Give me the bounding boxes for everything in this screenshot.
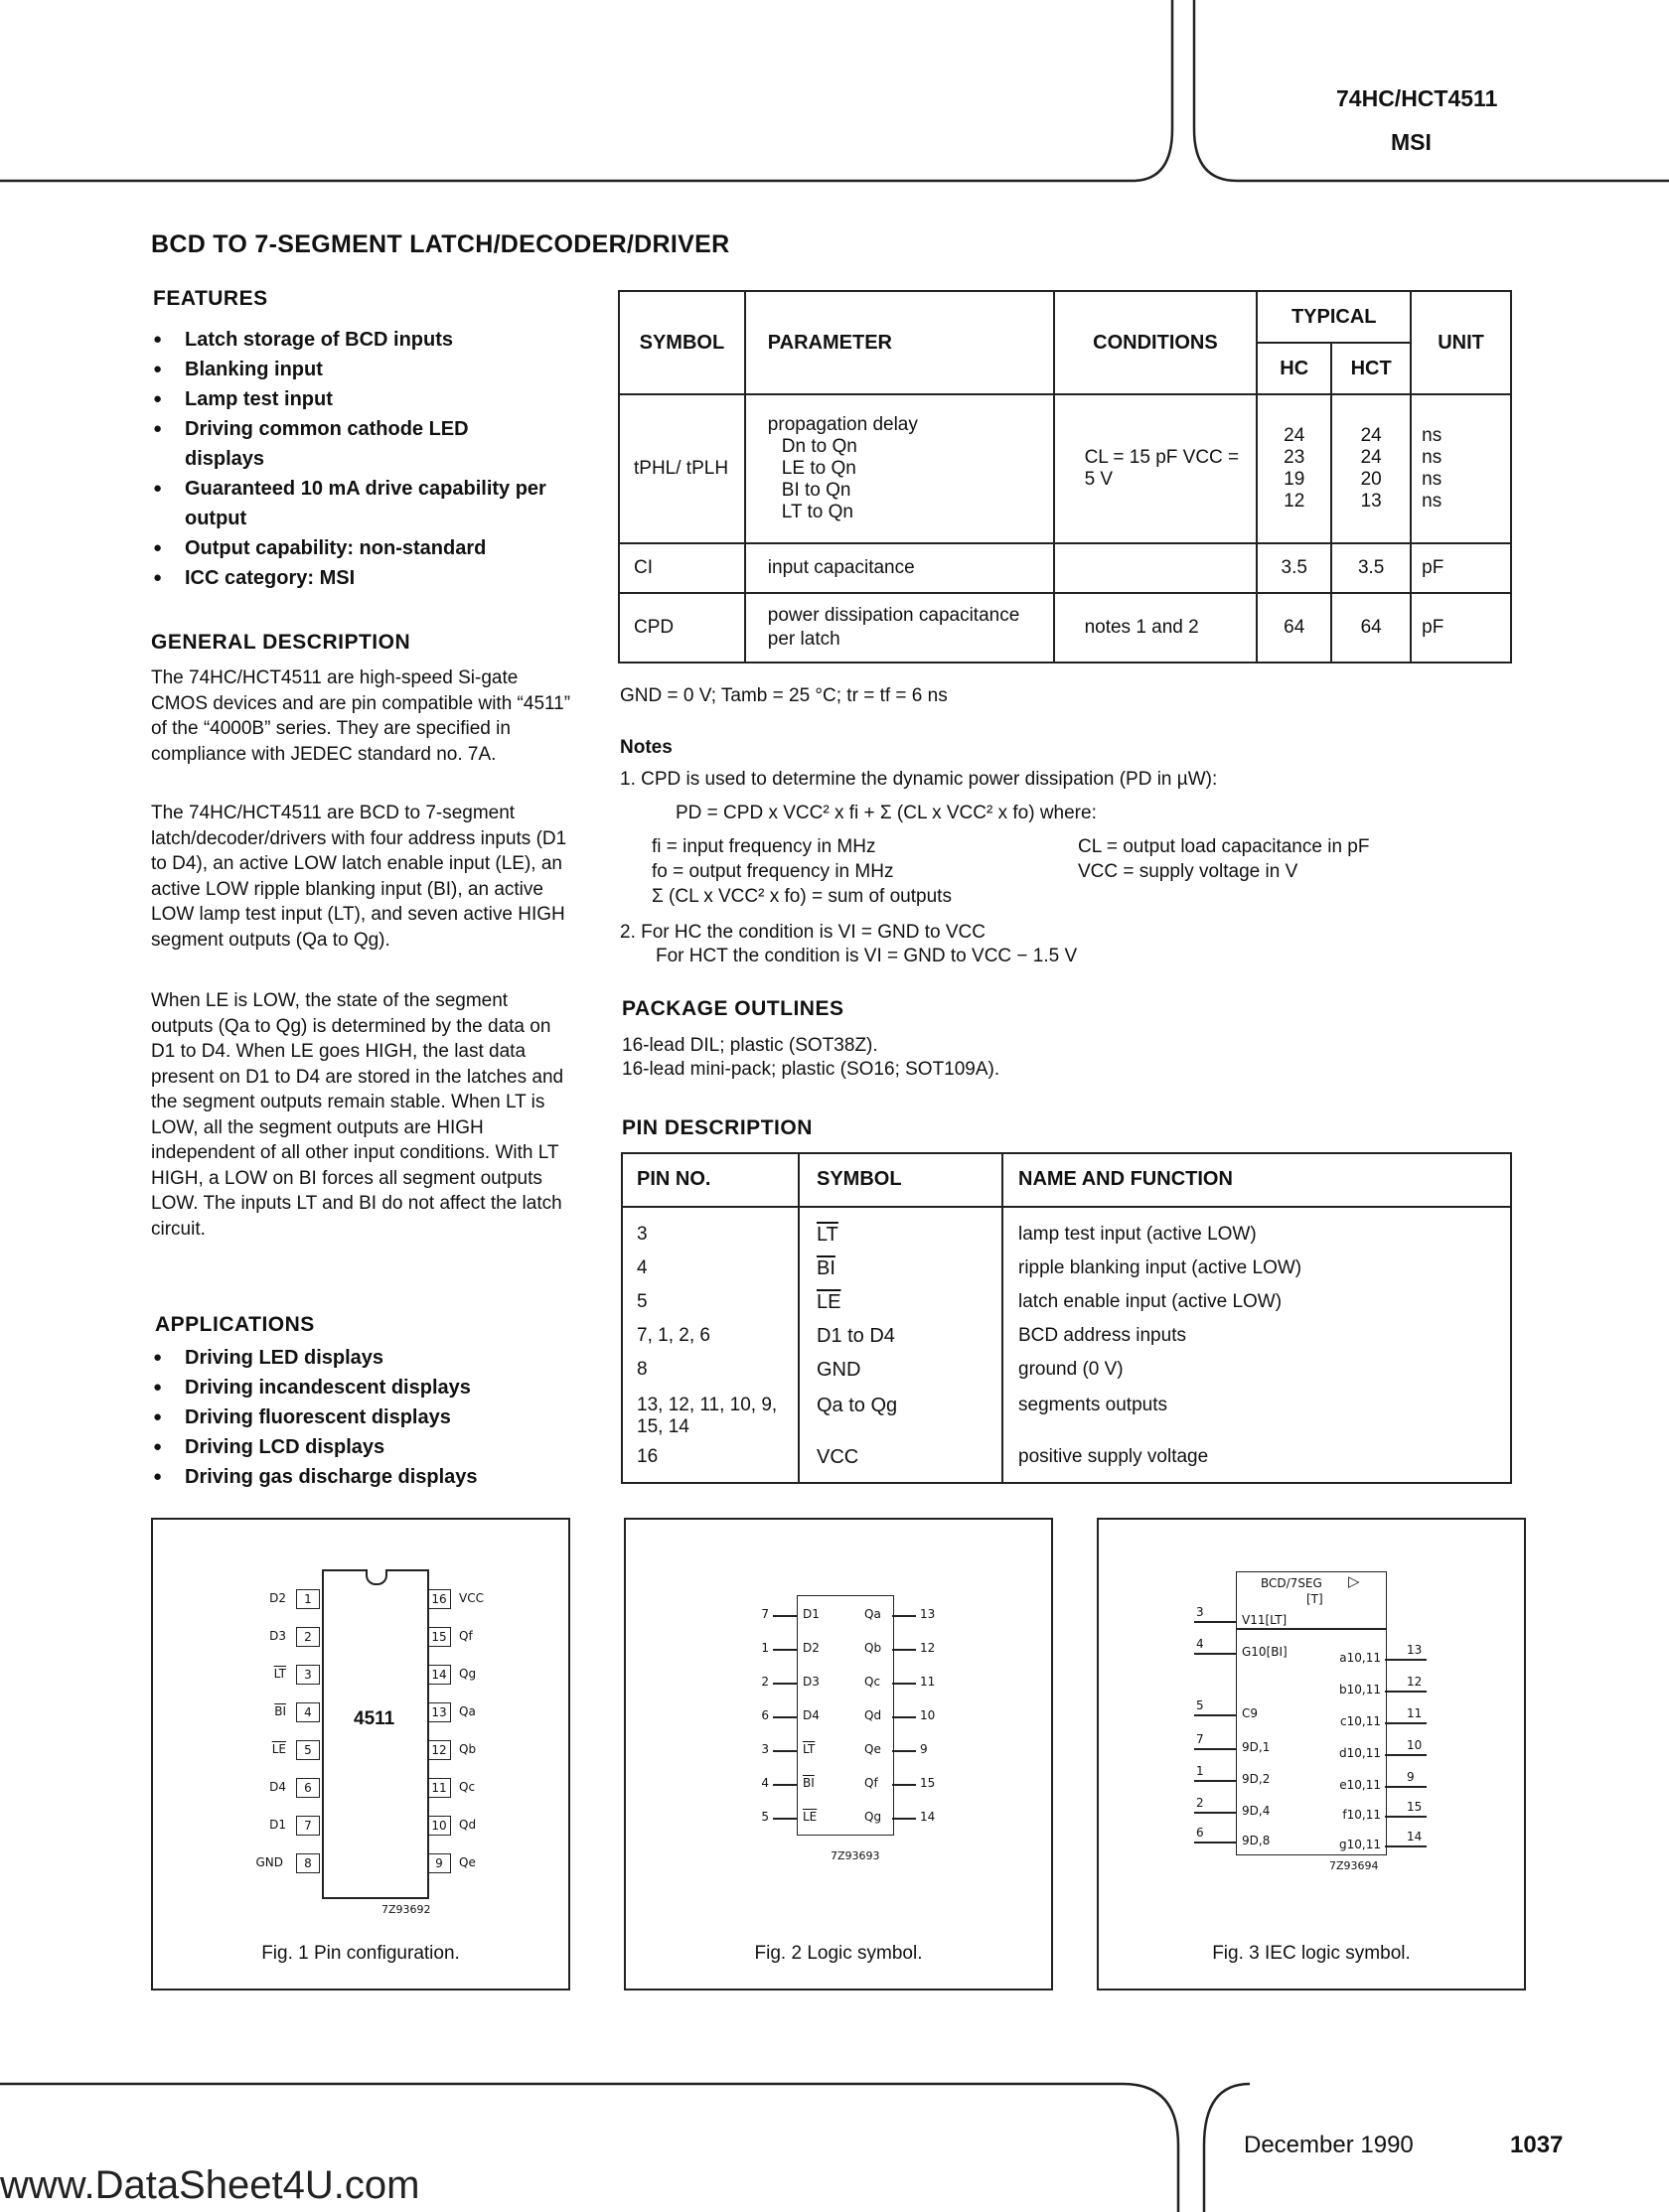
pin-number: 2 — [296, 1627, 320, 1647]
pin-line — [773, 1716, 797, 1718]
pin-line — [892, 1683, 916, 1685]
note-fi: fi = input frequency in MHz — [652, 836, 876, 857]
pin-label: Qe — [459, 1855, 476, 1869]
pin-number: 14 — [920, 1810, 936, 1824]
row3-symbol: CPD — [619, 593, 745, 663]
pin-no: 3 — [637, 1224, 648, 1245]
col-hct: HCT — [1331, 343, 1411, 394]
pin-line — [892, 1615, 916, 1617]
pin-label: $\overline{LT}$ — [273, 1667, 286, 1681]
pin-number: 12 — [427, 1740, 451, 1760]
col-symbol: SYMBOL — [619, 291, 745, 394]
pin-number: 3 — [296, 1665, 320, 1685]
col-symbol: SYMBOL — [817, 1168, 902, 1190]
pin-line — [892, 1649, 916, 1651]
buffer-icon: ▷ — [1348, 1573, 1360, 1590]
pin-label: $\overline{LT}$ — [803, 1742, 816, 1756]
pin-label: $\overline{BI}$ — [803, 1776, 815, 1790]
pin-label: a10,11 — [1339, 1651, 1381, 1665]
row2-unit: pF — [1411, 543, 1511, 593]
pin-number: 2 — [761, 1675, 769, 1689]
pin-number: 7 — [1196, 1732, 1204, 1746]
row1-param: BI to Qn — [781, 480, 851, 501]
row1-param: Dn to Qn — [781, 436, 857, 457]
row1-hct: 24 — [1360, 425, 1382, 446]
pin-symbol: $\overline{LE}$ — [817, 1291, 841, 1313]
pin-label: D3 — [269, 1629, 286, 1643]
pin-line — [892, 1784, 916, 1786]
pin-line — [773, 1615, 797, 1617]
pin-name: segments outputs — [1018, 1395, 1167, 1415]
pin-label: Qf — [864, 1776, 878, 1790]
row1-param: LT to Qn — [781, 502, 853, 522]
package-line: 16-lead mini-pack; plastic (SO16; SOT109A). — [622, 1059, 1000, 1080]
list-item: ● Driving LED displays — [151, 1343, 588, 1373]
features-list — [151, 325, 588, 593]
pin-line — [773, 1818, 797, 1820]
pin-number: 4 — [296, 1702, 320, 1722]
row1-hct: 24 — [1360, 447, 1382, 468]
pin-number: 14 — [1407, 1830, 1423, 1843]
list-item: ● ICC category: MSI — [151, 563, 588, 593]
page-title: BCD TO 7-SEGMENT LATCH/DECODER/DRIVER — [151, 230, 730, 258]
pin-number: 6 — [296, 1778, 320, 1798]
row1-hct: 20 — [1360, 469, 1382, 490]
note-formula: PD = CPD x VCC² x fi + Σ (CL x VCC² x fo) where: — [676, 803, 1097, 823]
row1-unit: ns — [1422, 425, 1442, 446]
pin-number: 15 — [427, 1627, 451, 1647]
pin-name: positive supply voltage — [1018, 1446, 1209, 1467]
list-item: ● Lamp test input — [151, 384, 588, 414]
pin-number: 11 — [920, 1675, 936, 1689]
pin-number: 6 — [1196, 1826, 1204, 1840]
list-item: ● Driving common cathode LED displays — [151, 414, 532, 474]
pin-label: Qa — [459, 1704, 476, 1718]
pin-number: 12 — [920, 1641, 936, 1655]
pin-line — [1385, 1754, 1427, 1756]
pin-number: 16 — [427, 1589, 451, 1609]
pin-line — [1194, 1812, 1236, 1814]
pin-line — [1194, 1842, 1236, 1843]
pin-line — [1385, 1659, 1427, 1661]
pin-symbol: D1 to D4 — [817, 1325, 895, 1347]
pin-number: 1 — [1196, 1764, 1204, 1778]
pin-number: 10 — [1407, 1738, 1423, 1752]
spec-table — [618, 290, 1512, 664]
pin-no: 16 — [637, 1446, 659, 1467]
pin-label: 9D,2 — [1242, 1772, 1271, 1786]
pin-line — [1194, 1621, 1236, 1623]
fig1-box — [151, 1518, 570, 1991]
pin-label: Qc — [459, 1780, 476, 1794]
list-item: ● Driving fluorescent displays — [151, 1402, 588, 1432]
pin-symbol: $\overline{LT}$ — [817, 1224, 838, 1246]
row1-conditions: CL = 15 pF VCC = 5 V — [1054, 394, 1258, 543]
pin-label: f10,11 — [1342, 1808, 1381, 1822]
pin-label: $\overline{LE}$ — [271, 1742, 286, 1756]
pin-label: Qg — [864, 1810, 882, 1824]
pin-line — [1385, 1691, 1427, 1693]
list-item: ● Latch storage of BCD inputs — [151, 325, 588, 355]
pin-number: 4 — [1196, 1637, 1204, 1651]
fig1-caption: Fig. 1 Pin configuration. — [261, 1943, 460, 1964]
pin-label: 9D,4 — [1242, 1804, 1271, 1818]
row3-hct: 64 — [1331, 593, 1411, 663]
col-typical: TYPICAL — [1257, 291, 1411, 343]
pin-number: 2 — [1196, 1796, 1204, 1810]
package-line: 16-lead DIL; plastic (SOT38Z). — [622, 1035, 878, 1056]
pin-number: 5 — [761, 1810, 769, 1824]
note-cl: CL = output load capacitance in pF — [1078, 836, 1370, 857]
pin-number: 9 — [427, 1853, 451, 1873]
note-vcc: VCC = supply voltage in V — [1078, 861, 1298, 882]
pin-label: Qd — [459, 1818, 477, 1832]
pin-line — [773, 1649, 797, 1651]
general-heading: GENERAL DESCRIPTION — [151, 631, 411, 654]
pin-number: 5 — [1196, 1698, 1204, 1712]
list-item: ● Blanking input — [151, 355, 588, 384]
pin-label: e10,11 — [1339, 1778, 1381, 1792]
package-heading: PACKAGE OUTLINES — [622, 997, 844, 1020]
pin-no: 5 — [637, 1291, 648, 1312]
pin-line — [1194, 1780, 1236, 1782]
notes-heading: Notes — [620, 737, 673, 758]
pin-no: 7, 1, 2, 6 — [637, 1325, 710, 1346]
pin-label: d10,11 — [1339, 1746, 1381, 1760]
row2-hc: 3.5 — [1257, 543, 1331, 593]
general-p3: When LE is LOW, the state of the segment outputs (Qa to Qg) is determined by the data on D1 to D4. When LE goes HIGH, the last data present on D1 to D4 are stored in the latches and the segment outputs remain stable. When LT is LOW, all the segment outputs are HIGH independent of all other input conditions. With LT HIGH, a LOW on BI forces all segment outputs LOW. The inputs LT and BI do not affect the latch circuit. — [151, 990, 564, 1240]
list-item: ● Driving incandescent displays — [151, 1373, 588, 1402]
pin-label: V11[LT] — [1242, 1613, 1288, 1627]
pin-label: 9D,8 — [1242, 1834, 1271, 1847]
pin-number: 14 — [427, 1665, 451, 1685]
row3-unit: pF — [1411, 593, 1511, 663]
pin-label: g10,11 — [1339, 1838, 1381, 1851]
pin-number: 13 — [920, 1607, 936, 1621]
fig3-caption: Fig. 3 IEC logic symbol. — [1212, 1943, 1411, 1964]
row3-param: power dissipation capacitance per latch — [745, 593, 1054, 663]
pin-name: latch enable input (active LOW) — [1018, 1291, 1283, 1312]
note-defs-right — [1078, 834, 1369, 884]
pin-number: 9 — [920, 1742, 928, 1756]
pin-label: G10[BI] — [1242, 1645, 1288, 1659]
notch — [366, 1569, 387, 1585]
pin-label: GND — [255, 1855, 283, 1869]
pin-symbol: $\overline{BI}$ — [817, 1257, 835, 1279]
pin-label: Qf — [459, 1629, 473, 1643]
pin-line — [1194, 1653, 1236, 1655]
iec-t: [T] — [1306, 1592, 1323, 1606]
product-category: MSI — [1391, 129, 1432, 155]
pin-label: D1 — [269, 1818, 286, 1832]
col-unit: UNIT — [1411, 291, 1511, 394]
pin-number: 6 — [761, 1708, 769, 1722]
list-item: ● Driving gas discharge displays — [151, 1462, 588, 1492]
pin-name: lamp test input (active LOW) — [1018, 1224, 1257, 1245]
pin-label: Qa — [864, 1607, 881, 1621]
iec-title: BCD/7SEG — [1261, 1576, 1322, 1590]
pin-label: D2 — [269, 1591, 286, 1605]
pin-name: ripple blanking input (active LOW) — [1018, 1257, 1302, 1278]
fig2-caption: Fig. 2 Logic symbol. — [754, 1943, 923, 1964]
general-p2: The 74HC/HCT4511 are BCD to 7-segment latch/decoder/drivers with four address inputs (D1 to D4), an active LOW latch enable input (LE), an active LOW ripple blanking input (BI), an active LOW lamp test input (LT), and seven active HIGH segment outputs (Qa to Qg). — [151, 803, 567, 951]
row2-conditions — [1054, 543, 1258, 593]
row1-hc: 19 — [1284, 469, 1305, 490]
row1-unit: ns — [1422, 447, 1442, 468]
col-conditions: CONDITIONS — [1054, 291, 1258, 394]
row1-param: LE to Qn — [781, 458, 856, 479]
pin-label: Qe — [864, 1742, 881, 1756]
pin-label: Qg — [459, 1667, 477, 1681]
row1-hct: 13 — [1360, 491, 1382, 512]
col-pin-no: PIN NO. — [637, 1168, 711, 1190]
pin-line — [1385, 1786, 1427, 1788]
col-name: NAME AND FUNCTION — [1018, 1168, 1233, 1190]
pin-symbol: Qa to Qg — [817, 1395, 898, 1416]
fig3-box — [1097, 1518, 1526, 1991]
pin-label: D4 — [269, 1780, 286, 1794]
pin-name: ground (0 V) — [1018, 1359, 1124, 1380]
list-item: ● Output capability: non-standard — [151, 533, 588, 563]
pin-line — [1194, 1714, 1236, 1716]
pin-desc-heading: PIN DESCRIPTION — [622, 1116, 813, 1139]
pin-number: 3 — [761, 1742, 769, 1756]
row2-param: input capacitance — [745, 543, 1054, 593]
pin-number: 10 — [920, 1708, 936, 1722]
pin-line — [1385, 1816, 1427, 1818]
note-defs — [652, 834, 952, 909]
pin-line — [773, 1750, 797, 1752]
col-hc: HC — [1257, 343, 1331, 394]
pin-number: 15 — [1407, 1800, 1423, 1814]
pin-number: 13 — [427, 1702, 451, 1722]
pin-number: 1 — [296, 1589, 320, 1609]
pin-name: BCD address inputs — [1018, 1325, 1186, 1346]
pin-number: 15 — [920, 1776, 936, 1790]
pin-number: 9 — [1407, 1770, 1415, 1784]
pin-label: Qb — [864, 1641, 882, 1655]
pin-label: 9D,1 — [1242, 1740, 1271, 1754]
pin-line — [1194, 1748, 1236, 1750]
pin-number: 3 — [1196, 1605, 1204, 1619]
pin-label: $\overline{BI}$ — [274, 1704, 286, 1718]
pin-no: 8 — [637, 1359, 648, 1380]
list-item: ● Driving LCD displays — [151, 1432, 588, 1462]
pin-number: 5 — [296, 1740, 320, 1760]
row1-hc: 24 — [1284, 425, 1305, 446]
col-parameter: PARAMETER — [745, 291, 1054, 394]
row3-conditions: notes 1 and 2 — [1054, 593, 1258, 663]
pin-label: c10,11 — [1340, 1714, 1381, 1728]
general-p1: The 74HC/HCT4511 are high-speed Si-gate CMOS devices and are pin compatible with “4511” of the “4000B” series. They are specified in compliance with JEDEC standard no. 7A. — [151, 667, 571, 765]
pin-symbol: GND — [817, 1359, 861, 1381]
pin-number: 7 — [296, 1816, 320, 1836]
pin-number: 8 — [296, 1853, 320, 1873]
pin-label: $\overline{LE}$ — [803, 1810, 818, 1824]
row1-unit: ns — [1422, 491, 1442, 512]
pin-number: 10 — [427, 1816, 451, 1836]
pin-label: b10,11 — [1339, 1683, 1381, 1696]
row1-symbol: tPHL/ tPLH — [619, 394, 745, 543]
spec-footer: GND = 0 V; Tamb = 25 °C; tr = tf = 6 ns — [620, 685, 948, 706]
pin-line — [1385, 1722, 1427, 1724]
note-fo: fo = output frequency in MHz — [652, 861, 894, 882]
pin-no: 13, 12, 11, 10, 9, 15, 14 — [637, 1395, 778, 1437]
pin-number: 13 — [1407, 1643, 1423, 1657]
fig1-code: 7Z93692 — [381, 1903, 431, 1916]
pin-label: Qd — [864, 1708, 882, 1722]
row3-hc: 64 — [1257, 593, 1331, 663]
applications-heading: APPLICATIONS — [155, 1313, 315, 1336]
row1-unit: ns — [1422, 469, 1442, 490]
pin-label: Qc — [864, 1675, 881, 1689]
pin-label: D1 — [803, 1607, 820, 1621]
pin-line — [892, 1818, 916, 1820]
pin-number: 7 — [761, 1607, 769, 1621]
pin-number: 4 — [761, 1776, 769, 1790]
pin-line — [1385, 1845, 1427, 1847]
fig3-code: 7Z93694 — [1329, 1859, 1379, 1872]
pin-symbol: VCC — [817, 1446, 859, 1468]
pin-label: D4 — [803, 1708, 820, 1722]
pin-number: 12 — [1407, 1675, 1423, 1689]
pin-label: D2 — [803, 1641, 820, 1655]
row1-hc: 23 — [1284, 447, 1305, 468]
note-2a: 2. For HC the condition is VI = GND to VCC — [620, 922, 986, 943]
product-code: 74HC/HCT4511 — [1336, 85, 1498, 111]
note-1: 1. CPD is used to determine the dynamic power dissipation (PD in µW): — [620, 769, 1218, 790]
pin-number: 11 — [1407, 1706, 1423, 1720]
row2-hct: 3.5 — [1331, 543, 1411, 593]
row1-hc: 12 — [1284, 491, 1305, 512]
pin-label: Qb — [459, 1742, 477, 1756]
page-number: 1037 — [1510, 2132, 1564, 2158]
dip-package — [322, 1569, 429, 1899]
pin-label: VCC — [459, 1591, 484, 1605]
pin-number: 11 — [427, 1778, 451, 1798]
watermark: www.DataSheet4U.com — [0, 2163, 420, 2207]
row1-param-title: propagation delay — [767, 414, 918, 435]
pin-line — [773, 1683, 797, 1685]
row2-symbol: CI — [619, 543, 745, 593]
footer-date: December 1990 — [1244, 2132, 1414, 2158]
pin-line — [773, 1784, 797, 1786]
pin-label: C9 — [1242, 1706, 1259, 1720]
note-2b: For HCT the condition is VI = GND to VCC − 1.5 V — [656, 946, 1078, 966]
pin-number: 1 — [761, 1641, 769, 1655]
features-heading: FEATURES — [153, 287, 268, 310]
fig2-code: 7Z93693 — [831, 1849, 880, 1862]
applications-list — [151, 1343, 588, 1492]
chip-label: 4511 — [354, 1708, 395, 1729]
pin-desc-table — [621, 1152, 1512, 1484]
fig2-box — [624, 1518, 1053, 1991]
pin-line — [892, 1716, 916, 1718]
pin-line — [892, 1750, 916, 1752]
list-item: ● Guaranteed 10 mA drive capability per output — [151, 474, 582, 533]
note-sum: Σ (CL x VCC² x fo) = sum of outputs — [652, 886, 952, 907]
pin-label: D3 — [803, 1675, 820, 1689]
pin-no: 4 — [637, 1257, 648, 1278]
